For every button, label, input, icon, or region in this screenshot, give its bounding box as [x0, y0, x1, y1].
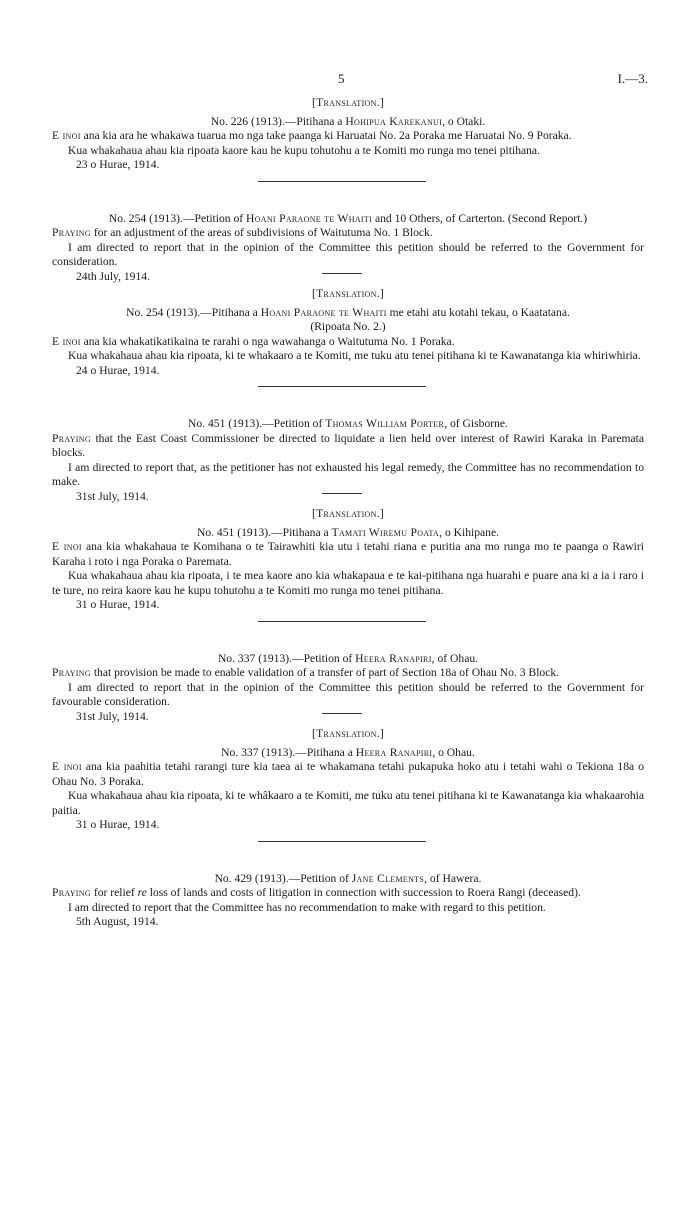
petition-section: [52, 507, 644, 622]
section-heading: [Translation.]: [311, 96, 385, 109]
report-date: 24 o Hurae, 1914.: [76, 363, 160, 377]
petition-prayer: Praying that the East Coast Commissioner be directed to liquidate a lien held over interest of Rawiri Karaka in Paremata blocks.: [52, 431, 644, 459]
short-divider: [322, 273, 362, 274]
report-date: 31st July, 1914.: [76, 709, 149, 723]
petition-title: No. 254 (1913).—Petition of Hoani Paraone te Whaiti and 10 Others, of Carterton. (Second Report.): [108, 211, 588, 225]
page-header: [0, 72, 700, 92]
section-heading: [Translation.]: [311, 727, 385, 740]
page-number: 5: [338, 71, 345, 86]
committee-report: Kua whakahaua ahau kia ripoata, i te mea kaore ano kia whakapaua e te kai-pitihana nga huarahi e puare ana ki a ia i raro i te ture, no reira kaore kau he kupu tohutohu a te Komiti mo runga mo tenei pitihana.: [52, 569, 644, 597]
short-divider: [322, 713, 362, 714]
petitioner-name: Tamati Wiremu Poata: [331, 525, 440, 539]
petition-section: [52, 211, 644, 283]
report-date: 31 o Hurae, 1914.: [76, 598, 160, 611]
committee-report: I am directed to report that in the opinion of the Committee this petition should be referred to the Government for favourable consideration.: [52, 680, 644, 708]
committee-report: I am directed to report that the Committee has no recommendation to make with regard to this petition.: [68, 900, 546, 914]
report-date: 31st July, 1914.: [76, 489, 149, 503]
section-heading: [Translation.]: [311, 287, 385, 300]
petitioner-name: Heera Ranapiri: [355, 745, 433, 759]
petition-title: No. 226 (1913).—Pitihana a Hohipua Karekanui, o Otaki.: [210, 114, 486, 128]
petition-prayer: Praying for an adjustment of the areas of subdivisions of Waitutuma No. 1 Block.: [52, 226, 433, 239]
page-reference: I.—3.: [617, 71, 648, 86]
petition-title: No. 451 (1913).—Petition of Thomas William Porter, of Gisborne.: [188, 417, 508, 430]
petition-section: [52, 287, 644, 387]
petition-prayer: E inoi ana kia ara he whakawa tuarua mo nga take paanga ki Haruatai No. 2a Poraka me Haruatai No. 9 Poraka.: [52, 129, 572, 142]
petition-prayer: E inoi ana kia paahitia tetahi rarangi ture kia taea ai te whakamana tetahi pukapuka hoko atu i tetahi wahi o Tekiona 18a o Ohau No. 3 Poraka.: [52, 760, 644, 788]
section-heading: [Translation.]: [311, 507, 385, 520]
petitioner-name: Heera Ranapiri: [355, 651, 432, 665]
petition-title: No. 337 (1913).—Pitihana a Heera Ranapiri, o Ohau.: [221, 745, 475, 759]
report-date: 23 o Hurae, 1914.: [76, 158, 160, 171]
short-divider: [322, 493, 362, 494]
petition-prayer: E inoi ana kia whakatikatikaina te rarahi o nga wawahanga o Waitutuma No. 1 Poraka.: [52, 334, 455, 348]
petition-subtitle: (Ripoata No. 2.): [310, 320, 386, 333]
petitioner-name: Hoani Paraone te Whaiti: [246, 211, 373, 225]
petition-section: [52, 417, 644, 503]
committee-report: I am directed to report that, as the petitioner has not exhausted his legal remedy, the Committee has no recommendation to make.: [52, 460, 644, 488]
petitioner-name: Jane Clements: [351, 871, 425, 885]
petition-section: [52, 872, 644, 930]
petition-title: No. 429 (1913).—Petition of Jane Clements, of Hawera.: [214, 871, 482, 885]
petition-title: No. 451 (1913).—Pitihana a Tamati Wiremu Poata, o Kihipane.: [196, 525, 500, 539]
petition-section: [52, 651, 644, 723]
document-body: [52, 96, 644, 930]
committee-report: Kua whakahaua ahau kia ripoata, ki te whakaaro a te Komiti, me tuku atu tenei pitihana ki te Kawanatanga kia whiriwhiria.: [68, 349, 641, 362]
report-date: 31 o Hurae, 1914.: [76, 818, 160, 831]
committee-report: Kua whakahaua ahau kia ripoata kaore kau he kupu tohutohu a te Komiti mo runga mo tenei pitihana.: [68, 143, 540, 157]
petition-prayer: Praying for relief re loss of lands and costs of litigation in connection with succession to Roera Rangi (deceased).: [52, 886, 581, 899]
petitioner-name: Hohipua Karekanui: [345, 114, 443, 128]
committee-report: I am directed to report that in the opinion of the Committee this petition should be referred to the Government for consideration.: [52, 240, 644, 268]
petition-prayer: E inoi ana kia whakahaua te Komihana o te Tairawhiti kia utu i tetahi riana e puritia ana mo runga mo te paanga o Rawiri Karaha i roto i nga Poraka o Paremata.: [52, 540, 644, 568]
petition-title: No. 337 (1913).—Petition of Heera Ranapiri, of Ohau.: [217, 651, 479, 665]
petition-section: [52, 96, 644, 182]
report-date: 24th July, 1914.: [76, 269, 150, 283]
petition-title: No. 254 (1913).—Pitihana a Hoani Paraone te Whaiti me etahi atu kotahi tekau, o Kaatatana.: [126, 305, 570, 319]
petitioner-name: Hoani Paraone te Whaiti: [260, 305, 387, 319]
petition-section: [52, 727, 644, 842]
committee-report: Kua whakahaua ahau kia ripoata, ki te whâkaaro a te Komiti, me tuku atu tenei pitihana ki te Kawanatanga kia whakaarohia paitia.: [52, 789, 644, 817]
petitioner-name: Thomas William Porter: [325, 417, 445, 430]
report-date: 5th August, 1914.: [76, 915, 159, 928]
petition-prayer: Praying that provision be made to enable validation of a transfer of part of Section 18a of Ohau No. 3 Block.: [52, 666, 560, 679]
